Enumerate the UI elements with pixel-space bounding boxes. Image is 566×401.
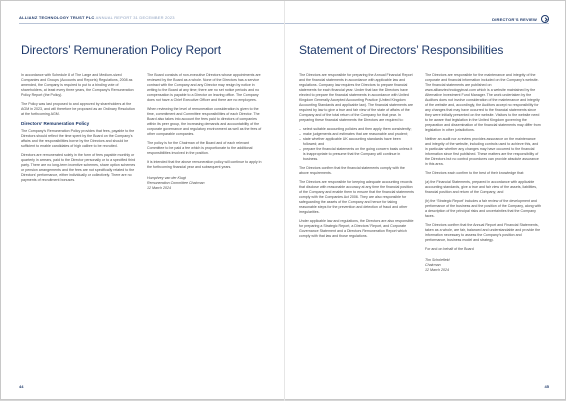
- signature-block: [147, 176, 263, 191]
- right-page: [284, 1, 566, 401]
- signatory-role: Chairman: [425, 263, 441, 267]
- paragraph: Directors are remunerated solely in the form of fees payable monthly or quarterly in arrears, paid to the Director personally or to a specified third party. There are no long-term incentive schemes, share option schemes or pension arrangements and the fees are not specifically related to the Directors’ performance, either individually or collectively. There are no payments of recruitment bonuses.: [21, 153, 136, 182]
- page-title: Statement of Directors’ Responsibilities: [299, 43, 504, 57]
- paragraph: The Company’s Remuneration Policy provides that fees, payable to the Directors should reflect the time spent by the Board on the Company’s affairs and the responsibilities borne by the Directors and should be sufficient to enable candidates of high calibre to be recruited.: [21, 129, 135, 148]
- paragraph: It is intended that the above remuneration policy will continue to apply in the forthcoming financial year and subsequent years.: [147, 160, 262, 169]
- paragraph: Neither an audit nor a review provides assurance on the maintenance and integrity of the website, including controls used to achieve this, and in particular whether any changes may have occurred to the financial information since first published. These matters are the responsibility of the Directors but no control procedures can provide absolute assurance in this area.: [425, 137, 539, 166]
- header-rule: [285, 23, 549, 24]
- paragraph: The Directors are responsible for preparing the Annual Financial Report and the financial statements in accordance with applicable law and regulations. Company law requires the Directors to prepare financial statements for each financial year. Under that law the Directors have elected to prepare the financial statements in accordance with United Kingdom Generally Accepted Accounting Practice (United Kingdom Accounting Standards and applicable law). The financial statements are required by law to give a true and fair view of the state of affairs of the Company and of the total return of the Company for that year. In preparing these financial statements the Directors are required to:: [299, 73, 414, 122]
- paragraph: The Directors confirm that the Annual Report and Financial Statements, taken as a whole, are fair, balanced and understandable and provide the information necessary to assess the Company’s position and performance, business model and strategy.: [425, 223, 541, 242]
- page-number: 45: [544, 384, 549, 389]
- header-subtitle: ANNUAL REPORT 31 DECEMBER 2023: [95, 15, 175, 20]
- header-rule: [19, 23, 284, 24]
- left-page: [1, 1, 284, 401]
- page-title: Directors’ Remuneration Policy Report: [21, 43, 221, 57]
- paragraph: Under applicable law and regulations, the Directors are also responsible for preparing a Strategic Report, a Directors’ Report, and Corporate Governance Statement and a Directors Remuneration Report which comply with that law and those regulations.: [299, 219, 414, 238]
- paragraph: The Directors are responsible for the maintenance and integrity of the corporate and financial information included on the Company’s website. The financial statements are published on www.allianztechnologytrust.com which is a website maintained by the Alternative Investment Fund Manager. The work undertaken by the Auditors does not involve consideration of the maintenance and integrity of the website and, accordingly, the Auditors accept no responsibility for any changes that may have occurred to the financial statements since they were initially presented on the website. Visitors to the website need to be aware that legislation in the United Kingdom governing the preparation and dissemination of the financial statements may differ from legislation in other jurisdictions.: [425, 73, 541, 132]
- left-header: [19, 15, 175, 20]
- column-2: [147, 73, 263, 191]
- text-columns: [21, 73, 263, 191]
- paragraph: The Board consists of non-executive Directors whose appointments are reviewed by the Board as a whole. None of the Directors has a service contract with the Company and any Director may resign by notice in writing to the Board at any time; there are no set notice periods and no compensation is payable to a Director on leaving office. The Company does not have a Chief Executive Officer and there are no employees.: [147, 73, 261, 102]
- paragraph: In accordance with Schedule 8 of The Large and Medium-sized Companies and Groups (Accounts and Reports) Regulations, 2008 as amended, the Company is required to put to a binding vote of shareholders, at least every three years, the Company’s Remuneration Policy Report (the Policy).: [21, 73, 134, 97]
- paragraph: The Directors each confirm to the best of their knowledge that:: [425, 171, 525, 175]
- paragraph: When reviewing the level of remuneration consideration is given to the time, commitment and Committee responsibilities of each Director. The Board also takes into account the fees paid to directors of companies within its peer group, the increasing demands and accountability of the corporate governance and regulatory environment as well as the fees of other comparable companies.: [147, 107, 262, 136]
- list-item: (a) the Financial Statements, prepared in accordance with applicable accounting standards, give a true and fair view of the assets, liabilities, financial position and return of the Company; and: [425, 180, 538, 194]
- column-2: [425, 73, 541, 273]
- header-brand: ALLIANZ TECHNOLOGY TRUST PLC: [19, 15, 95, 20]
- section-label: DIRECTOR’S REVIEW: [492, 16, 537, 22]
- bullet-list: [299, 127, 415, 162]
- column-1: [21, 73, 137, 191]
- list-item: (b) the ‘Strategic Report’ includes a fair review of the development and performance of the business and the position of the Company, along with a description of the principal risks and uncertainties that the Company faces.: [425, 199, 542, 218]
- signature-block: [425, 258, 541, 273]
- list-item: – select suitable accounting policies and then apply them consistently;: [299, 127, 415, 132]
- signature-date: 12 March 2024: [425, 268, 449, 272]
- list-item: – state whether applicable UK accounting standards have been followed; and: [299, 137, 415, 147]
- paragraph: The Directors are responsible for keeping adequate accounting records that disclose with reasonable accuracy at any time the financial position of the Company and enable them to ensure that the financial statements comply with the Companies Act 2006. They are also responsible for safeguarding the assets of the Company and hence for taking reasonable steps for the prevention and detection of fraud and other irregularities.: [299, 180, 414, 214]
- text-columns: [299, 73, 541, 273]
- list-item: – prepare the financial statements on the going concern basis unless it is inappropriate to presume that the Company will continue in business.: [299, 147, 415, 162]
- section-heading: Directors’ Remuneration Policy: [21, 121, 90, 126]
- signature-date: 12 March 2024: [147, 186, 171, 190]
- right-header: [492, 15, 549, 23]
- paragraph: The policy is for the Chairman of the Board and of each relevant Committee to be paid a fee which is proportionate to the additional responsibilities involved in the position.: [147, 141, 253, 155]
- signatory-name: Humphrey van der Klugt: [147, 176, 186, 180]
- page-number: 44: [19, 384, 24, 389]
- paragraph: The Directors confirm that the financial statements comply with the above requirements.: [299, 166, 405, 175]
- paragraph: For and on behalf of the Board: [425, 247, 474, 251]
- signatory-name: Tim Scholefield: [425, 258, 450, 262]
- chevron-circle-icon[interactable]: [541, 15, 549, 23]
- list-item: – make judgements and estimates that are reasonable and prudent;: [299, 132, 415, 137]
- paragraph: The Policy was last proposed to and approved by shareholders at the AGM in 2023, and will therefore be proposed as an Ordinary Resolution at the forthcoming AGM.: [21, 102, 135, 116]
- signatory-role: Remuneration Committee Chairman: [147, 181, 205, 185]
- column-1: [299, 73, 415, 273]
